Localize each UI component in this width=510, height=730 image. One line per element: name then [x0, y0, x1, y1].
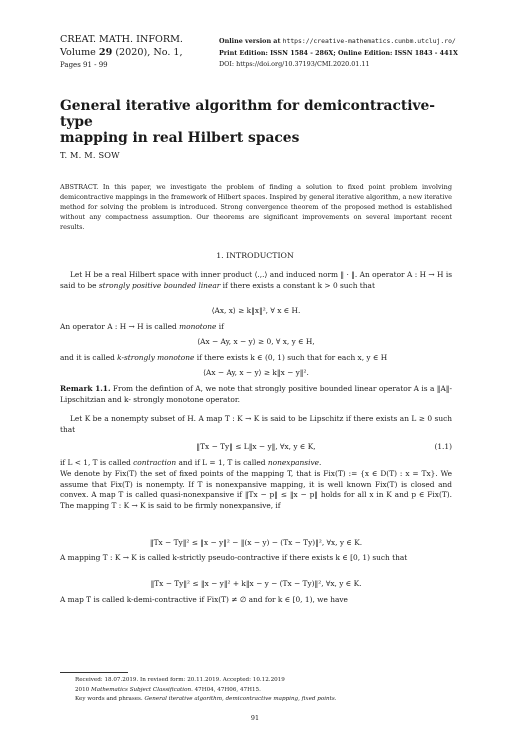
doi-link[interactable]: DOI: https://doi.org/10.37193/CMI.2020.01.11: [219, 60, 370, 69]
msc-classification: 2010 Mathematics Subject Classification. 47H04, 47H06, 47H15.: [75, 686, 261, 693]
volume-number: 29: [98, 46, 113, 58]
volume-prefix: Volume: [60, 46, 99, 58]
footnotes: [75, 676, 455, 705]
section-heading: 1. INTRODUCTION: [216, 251, 294, 260]
page-number: 91: [250, 714, 260, 722]
page-range: Pages 91 - 99: [60, 61, 108, 69]
volume-rest: (2020), No. 1,: [112, 46, 183, 58]
equation-2: ⟨Ax − Ay, x − y⟩ ≥ 0, ∀ x, y ∈ H,: [197, 337, 315, 346]
paragraph-3: and it is called k-strongly monotone if there exists k ∈ (0, 1) such that for each x, y ∈ H: [60, 353, 388, 362]
remark-label: Remark 1.1.: [60, 384, 111, 393]
remark: Remark 1.1. From the defintion of A, we note that strongly positive bounded linear operator A is a ‖A‖-Lipschitzian and k- strongly monotone operator.: [60, 384, 452, 404]
keywords: Key words and phrases. General iterative algorithm, demicontractive mapping, fixed points.: [75, 696, 337, 703]
equation-1: ⟨Ax, x⟩ ≥ k‖x‖², ∀ x ∈ H.: [211, 306, 301, 315]
journal-header: [60, 34, 183, 72]
abstract: [60, 183, 452, 233]
title-line-1: General iterative algorithm for demicontractive-type: [60, 98, 436, 130]
online-label: Online version at: [219, 37, 283, 45]
received-dates: Received: 18.07.2019. In revised form: 20.11.2019. Accepted: 10.12.2019: [75, 677, 285, 683]
issn: Print Edition: ISSN 1584 - 286X; Online Edition: ISSN 1843 - 441X: [219, 48, 458, 57]
paragraph-8: A map T is called k-demi-contractive if Fix(T) ≠ ∅ and for k ∈ [0, 1), we have: [60, 595, 348, 604]
paper-title: [60, 98, 460, 146]
paragraph-6: We denote by Fix(T) the set of fixed points of the mapping T, that is Fix(T) := {x ∈ D(T) : x = Tx}. We assume that Fix(T) is nonempty. If T is nonexpansive mapping, it is well known Fix(T) is closed and convex. A map T is called quasi-nonexpansive if ‖Tx − p‖ ≤ ‖x − p‖ holds for all x in K and p ∈ Fix(T). The mapping T : K → K is said to be firmly nonexpansive, if: [60, 469, 452, 510]
online-version: [219, 36, 458, 48]
paragraph-4: Let K be a nonempty subset of H. A map T : K → K is said to be Lipschitz if there exists an L ≥ 0 such that: [60, 414, 452, 434]
paragraph-2: An operator A : H → H is called monotone if: [60, 322, 224, 331]
title-line-2: mapping in real Hilbert spaces: [60, 130, 300, 146]
abstract-label: ABSTRACT.: [60, 183, 99, 191]
equation-6: ‖Tx − Ty‖² ≤ ‖x − y‖² + k‖x − y − (Tx − Ty)‖², ∀x, y ∈ K.: [150, 579, 362, 588]
equation-5: ‖Tx − Ty‖² ≤ ‖x − y‖² − ‖(x − y) − (Tx − Ty)‖², ∀x, y ∈ K.: [149, 538, 363, 547]
equation-3: ⟨Ax − Ay, x − y⟩ ≥ k‖x − y‖².: [203, 368, 309, 377]
paragraph-5: if L < 1, T is called contraction and if L = 1, T is called nonexpansive.: [60, 458, 322, 467]
equation-number: (1.1): [434, 442, 452, 451]
abstract-text: In this paper, we investigate the problem of finding a solution to fixed point problem involving demicontractive mappings in the framework of Hilbert spaces. Inspired by general iterative algorithm, a new iterative method for solving the problem is introduced. Strong convergence theorem of the proposed method is established without any compactness assumption. Our theorems are significant improvements on several important recent results.: [60, 183, 452, 231]
volume-info: [60, 47, 183, 60]
paragraph-1: Let H be a real Hilbert space with inner product ⟨.,.⟩ and induced norm ‖ · ‖. An operator A : H → H is said to be strongly positive bounded linear if there exists a constant k > 0 such that: [60, 270, 452, 290]
footnote-rule: [60, 672, 128, 673]
author: T. M. M. SOW: [60, 150, 120, 160]
journal-name: CREAT. MATH. INFORM.: [60, 34, 183, 45]
online-url-link[interactable]: https://creative-mathematics.cunbm.utcluj.ro/: [282, 37, 456, 45]
equation-4: ‖Tx − Ty‖ ≤ L‖x − y‖, ∀x, y ∈ K, (1.1): [196, 442, 452, 451]
paragraph-7: A mapping T : K → K is called k-strictly pseudo-contractive if there exists k ∈ [0, 1) such that: [60, 553, 408, 562]
publication-info: [219, 36, 458, 71]
